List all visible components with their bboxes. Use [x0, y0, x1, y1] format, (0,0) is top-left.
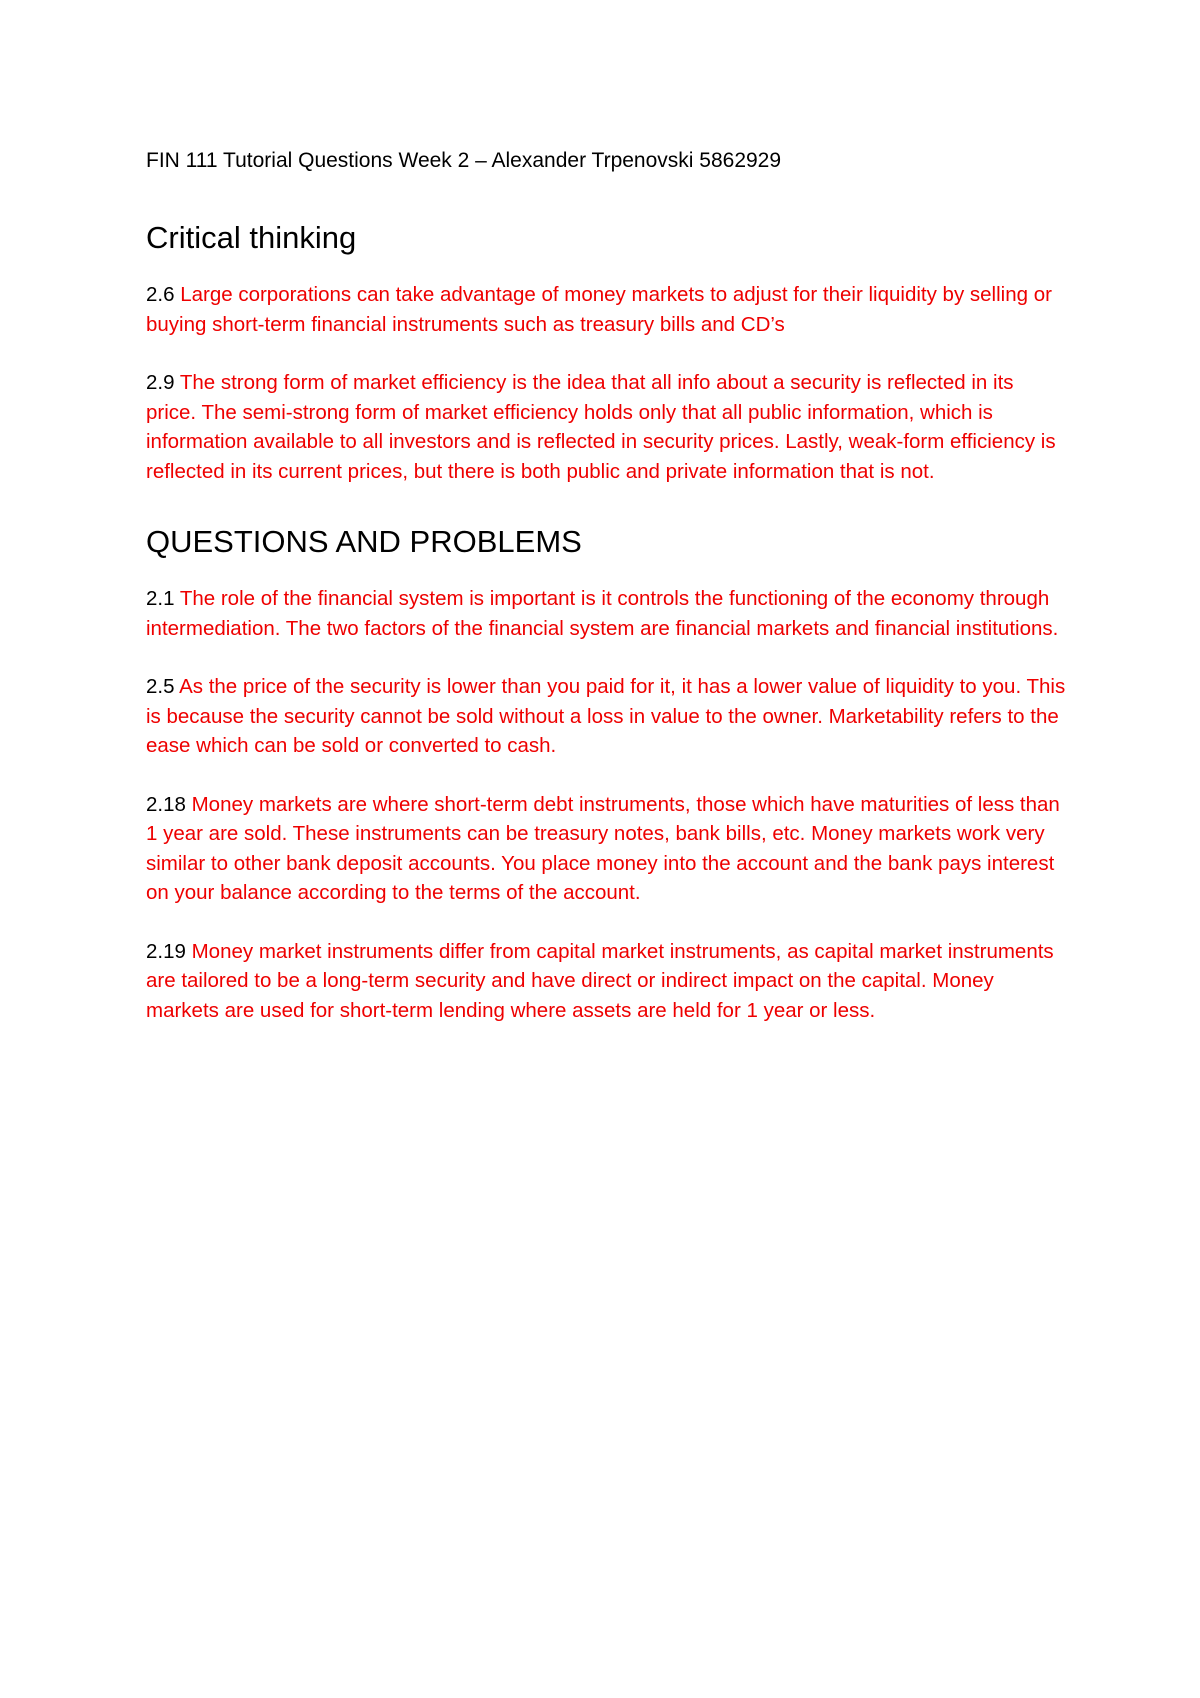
section-heading-questions-and-problems: QUESTIONS AND PROBLEMS — [146, 524, 582, 559]
question-number: 2.5 — [146, 675, 175, 698]
document-body — [146, 146, 1066, 1054]
answer-2-1 — [146, 584, 1066, 643]
answer-2-5 — [146, 672, 1066, 761]
answer-text: The strong form of market efficiency is the idea that all info about a security is reflected in its price. The semi-strong form of market efficiency holds only that all public information, which is information available to all investors and is reflected in security prices. Lastly, weak-form efficiency is reflected in its current prices, but there is both public and private information that is not. — [146, 371, 1056, 483]
question-number: 2.9 — [146, 371, 175, 394]
answer-2-9 — [146, 368, 1066, 486]
answer-2-18 — [146, 790, 1066, 908]
answer-text: Money markets are where short-term debt instruments, those which have maturities of less than 1 year are sold. These instruments can be treasury notes, bank bills, etc. Money markets work very similar to other bank deposit accounts. You place money into the account and the bank pays interest on your balance according to the terms of the account. — [146, 792, 1060, 904]
answer-text: As the price of the security is lower than you paid for it, it has a lower value of liquidity to you. This is because the security cannot be sold without a loss in value to the owner. Marketability refers to the ease which can be sold or converted to cash. — [146, 675, 1066, 757]
question-number: 2.19 — [146, 939, 186, 963]
answer-2-6 — [146, 280, 1066, 339]
question-number: 2.1 — [146, 587, 175, 610]
section-heading-critical-thinking: Critical thinking — [146, 220, 357, 255]
answer-2-19 — [146, 937, 1066, 1026]
question-number: 2.6 — [146, 283, 175, 306]
answer-text: Large corporations can take advantage of money markets to adjust for their liquidity by selling or buying short-term financial instruments such as treasury bills and CD’s — [146, 283, 1052, 336]
document-title: FIN 111 Tutorial Questions Week 2 – Alexander Trpenovski 5862929 — [146, 149, 782, 172]
answer-text: The role of the financial system is important is it controls the functioning of the economy through intermediation. The two factors of the financial system are financial markets and financial institutions. — [146, 587, 1059, 640]
question-number: 2.18 — [146, 792, 186, 816]
answer-text: Money market instruments differ from capital market instruments, as capital market instruments are tailored to be a long-term security and have direct or indirect impact on the capital. Money markets are used for short-term lending where assets are held for 1 year or less. — [146, 939, 1054, 1022]
